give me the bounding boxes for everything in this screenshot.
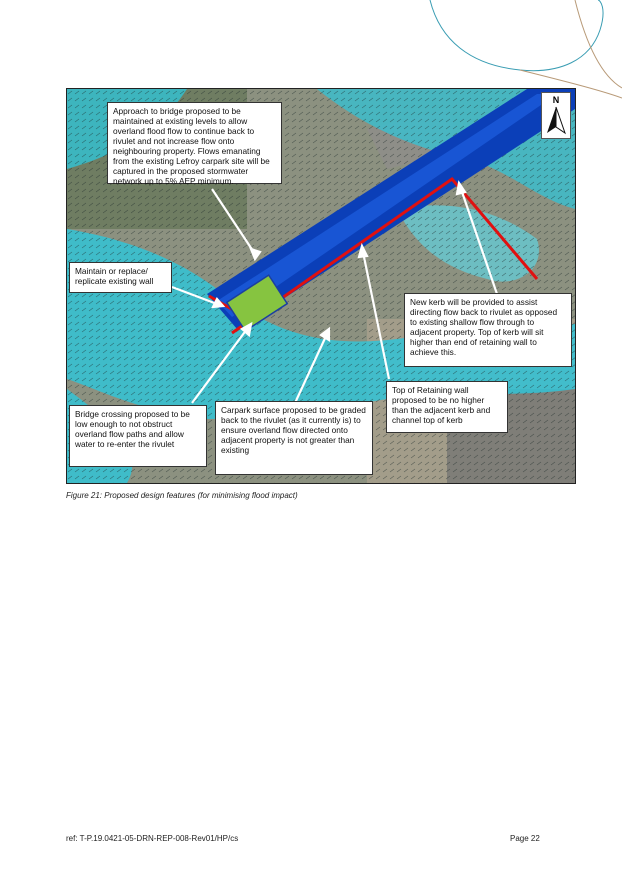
callout-kerb: New kerb will be provided to assist directing flow back to rivulet as opposed to existing shallow flow through to adjacent property. Top of kerb will sit higher than end of retaining wall to achieve this. [404,293,572,367]
callout-retaining-wall: Top of Retaining wall proposed to be no higher than the adjacent kerb and channel top of kerb [386,381,508,433]
footer-reference: ref: T-P.19.0421-05-DRN-REP-008-Rev01/HP/cs [66,834,239,843]
figure-caption: Figure 21: Proposed design features (for minimising flood impact) [66,491,298,500]
callout-carpark: Carpark surface proposed to be graded back to the rivulet (as it currently is) to ensure overland flow directed onto adjacent property is not greater than existing [215,401,373,475]
callout-wall: Maintain or replace/ replicate existing wall [69,262,172,293]
north-arrow-icon [542,93,570,138]
north-arrow [541,92,571,139]
flood-map-figure [66,88,576,484]
callout-bridge: Bridge crossing proposed to be low enough to not obstruct overland flow paths and allow water to re-enter the rivulet [69,405,207,467]
callout-approach: Approach to bridge proposed to be maintained at existing levels to allow overland flood flow to continue back to rivulet and not increase flow onto neighbouring property. Flows emanating from the existing Lefroy carpark site will be captured in the proposed stormwater network up to 5% AEP minimum. [107,102,282,184]
north-label: N [552,95,560,105]
page-number: Page 22 [510,834,540,843]
